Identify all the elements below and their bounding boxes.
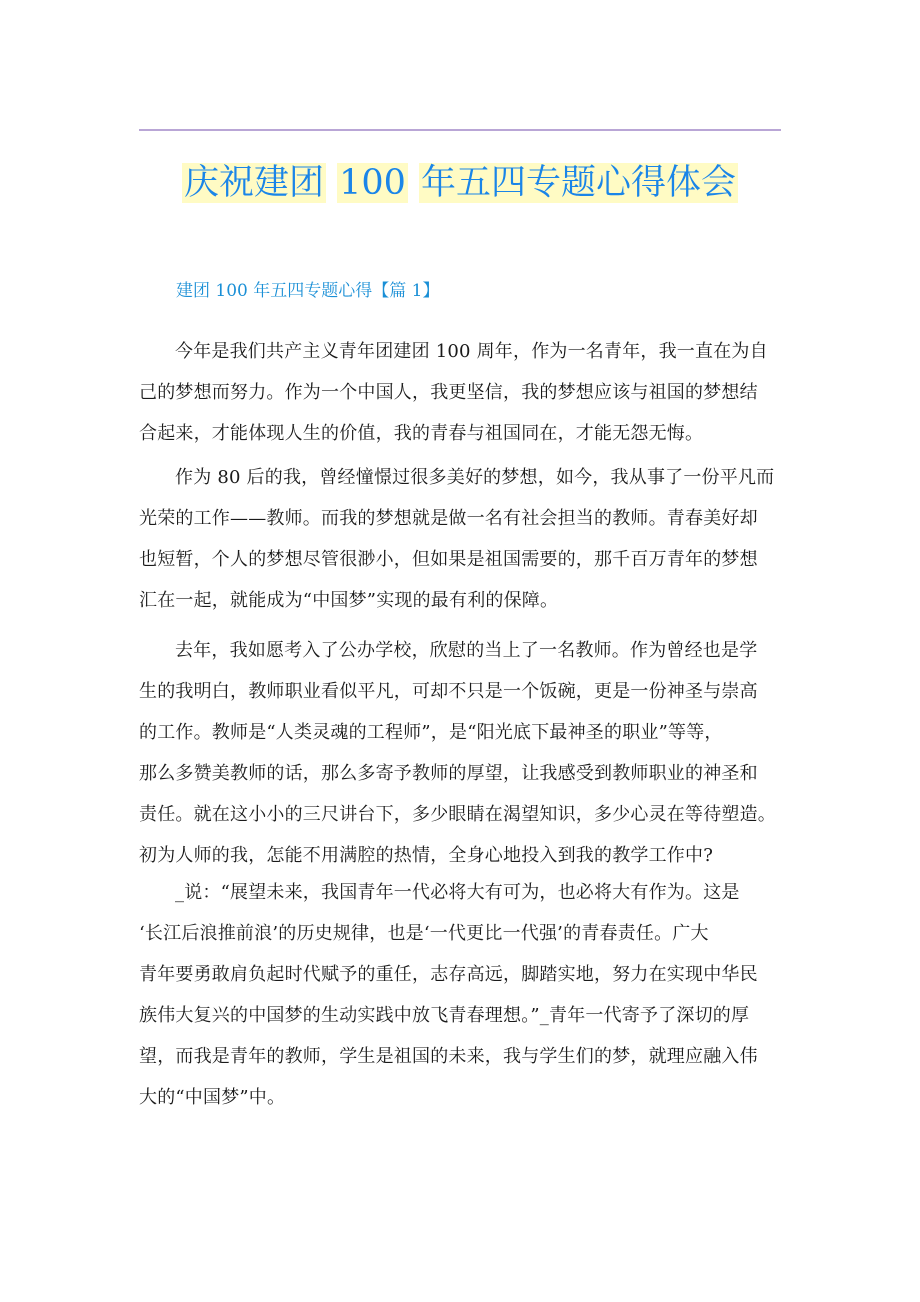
paragraph-line: 今年是我们共产主义青年团建团 100 周年，作为一名青年，我一直在为自 <box>175 341 768 362</box>
paragraph-line: 汇在一起，就能成为“中国梦”实现的最有利的保障。 <box>139 590 559 611</box>
paragraph-line: 合起来，才能体现人生的价值，我的青春与祖国同在，才能无怨无悔。 <box>139 423 704 444</box>
paragraph-line: 青年要勇敢肩负起时代赋予的重任，志存高远，脚踏实地，努力在实现中华民 <box>139 964 758 985</box>
header-divider <box>139 129 781 131</box>
title-part-1: 庆祝建团 <box>183 163 324 203</box>
paragraph-line: 作为 80 后的我，曾经憧憬过很多美好的梦想，如今，我从事了一份平凡而 <box>175 467 775 488</box>
paragraph-line: ‘长江后浪推前浪’的历史规律，也是‘一代更比一代强’的青春责任。广大 <box>139 923 709 944</box>
paragraph-line: 大的“中国梦”中。 <box>139 1087 286 1108</box>
title-part-3: 年五四专题心得体会 <box>421 163 737 203</box>
paragraph-line: 初为人师的我，怎能不用满腔的热情，全身心地投入到我的教学工作中? <box>139 845 714 866</box>
paragraph-line: 那么多赞美教师的话，那么多寄予教师的厚望，让我感受到教师职业的神圣和 <box>139 763 758 784</box>
paragraph-line: 的工作。教师是“人类灵魂的工程师”，是“阳光底下最神圣的职业”等等， <box>139 722 723 743</box>
paragraph-1 <box>139 331 784 454</box>
paragraph-line: 己的梦想而努力。作为一个中国人，我更坚信，我的梦想应该与祖国的梦想结 <box>139 382 758 403</box>
page-title <box>0 160 920 206</box>
paragraph-line: 光荣的工作——教师。而我的梦想就是做一名有社会担当的教师。青春美好却 <box>139 508 758 529</box>
paragraph-line: 去年，我如愿考入了公办学校，欣慰的当上了一名教师。作为曾经也是学 <box>175 640 758 661</box>
paragraph-line: 责任。就在这小小的三尺讲台下，多少眼睛在渴望知识，多少心灵在等待塑造。 <box>139 804 776 825</box>
title-part-2: 100 <box>339 163 406 203</box>
paragraph-2 <box>139 457 784 621</box>
paragraph-line: 生的我明白，教师职业看似平凡，可却不只是一个饭碗，更是一份神圣与崇高 <box>139 681 758 702</box>
paragraph-line: 族伟大复兴的中国梦的生动实践中放飞青春理想。”_青年一代寄予了深切的厚 <box>139 1005 750 1026</box>
paragraph-4 <box>139 872 784 1118</box>
paragraph-line: 也短暂，个人的梦想尽管很渺小，但如果是祖国需要的，那千百万青年的梦想 <box>139 549 758 570</box>
paragraph-3 <box>139 630 784 876</box>
section-heading: 建团 100 年五四专题心得【篇 1】 <box>176 281 440 301</box>
paragraph-line: 望，而我是青年的教师，学生是祖国的未来，我与学生们的梦，就理应融入伟 <box>139 1046 758 1067</box>
paragraph-line: _说：“展望未来，我国青年一代必将大有可为，也必将大有作为。这是 <box>175 882 740 903</box>
